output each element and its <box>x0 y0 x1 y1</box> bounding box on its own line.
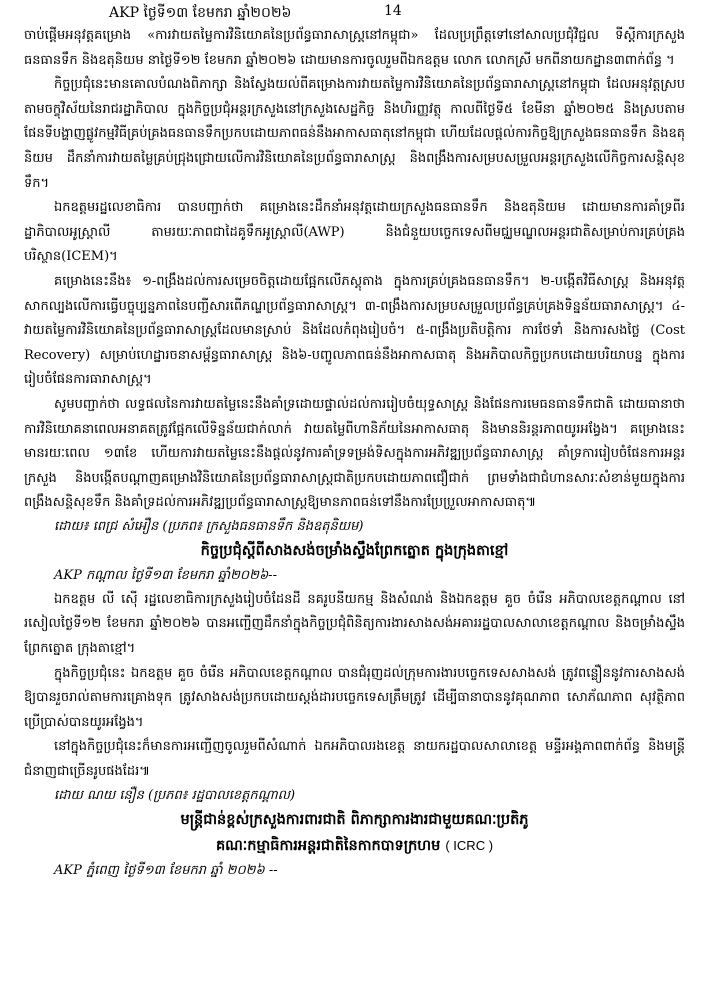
paragraph: សូមបញ្ជាក់ថា លទ្ធផលនៃការវាយតម្លៃនេះនឹងគាំទ្រដោយផ្ទាល់ដល់ការរៀបចំយុទ្ធសាស្ត្រ និងផែនការមេធនធានទឹកជាតិ ដោយធានាថា ការវិនិយោគនាពេលអនាគតត្រូវផ្អែកលើទិន្នន័យជាក់លាក់ វាយតម្លៃពីហានិភ័យនៃអាកាសធាតុ និងមាននិរន្តរភាពយូរអង្វែង។ គម្រោងនេះមានរយៈពេល ១៣ខែ ហើយការវាយតម្លៃនេះនឹងផ្ដល់នូវការគាំទ្រទម្រង់ទិសក្នុងការអភិវឌ្ឍប្រព័ន្ធធារាសាស្ត្រ គាំទ្រការរៀបចំផែនការអន្តរក្រសួង និងបង្កើតបណ្ដាញគម្រោងវិនិយោគនៃប្រព័ន្ធធារាសាស្ត្រជាតិប្រកបដោយភាពជឿជាក់ ព្រមទាំងជាជំហានសារៈសំខាន់មួយក្នុងការពង្រឹងសន្តិសុខទឹក និងគាំទ្រដល់ការអភិវឌ្ឍប្រព័ន្ធធារាសាស្ត្រឱ្យមានភាពធន់ទៅនឹងការប្រែប្រួលអាកាសធាតុ៕ <box>24 396 685 511</box>
headline-line-2 <box>24 833 685 859</box>
page-number: 14 <box>384 3 402 19</box>
article-icrc <box>24 807 685 883</box>
header-date: AKP ថ្ងៃទី១៣ ខែមករា ឆ្នាំ២០២៦ <box>109 5 292 21</box>
article-irrigation <box>24 24 685 538</box>
byline: ដោយ ណយ នឿន (ប្រភព៖ រដ្ឋបាលខេត្តកណ្ដាល) <box>54 787 296 803</box>
dateline: AKP កណ្ដាល ថ្ងៃទី១៣ ខែមករា ឆ្នាំ២០២៦-- <box>54 567 277 583</box>
paragraph: ចាប់ផ្ដើមអនុវត្តគម្រោង «ការវាយតម្លៃការវិនិយោគនៃប្រព័ន្ធធារាសាស្ត្រនៅកម្ពុជា» ដែលប្រព្រឹត្តទៅនៅសាលប្រជុំវិជ្ជល ទីស្ដីការក្រសួងធនធានទឹក និងឧតុនិយម នាថ្ងៃទី១២ ខែមករា ឆ្នាំ២០២៦ ដោយមានការចូលរួមពីឯកឧត្តម លោក លោកស្រី មកពីនាយកដ្ឋាន៣ពាក់ព័ន្ធ ។ <box>24 28 685 68</box>
page-header <box>24 0 685 24</box>
paragraph: នៅក្នុងកិច្ចប្រជុំនេះក៏មានការអញ្ជើញចូលរួមពីសំណាក់ ឯកអភិបាលរងខេត្ត នាយករដ្ឋបាលសាលាខេត្ត មន្ទីរអង្គភាពពាក់ព័ន្ធ និងមន្ត្រីជំនាញជាច្រើនរូបផងដែរ៕ <box>24 739 685 780</box>
paragraph: ក្នុងកិច្ចប្រជុំនេះ ឯកឧត្ដម គួច ចំរើន អភិបាលខេត្តកណ្ដាល បានជំរុញដល់ក្រុមការងារបច្ចេកទេសសាងសង់ ត្រូវពន្លឿននូវការសាងសង់ ឱ្យបានរួចរាល់តាមការគ្រោងទុក ត្រូវសាងសង់ប្រកបដោយស្តង់ដារបច្ចេកទេសត្រឹមត្រូវ ដើម្បីធានាបាននូវគុណភាព សោភ័ណភាព សុវត្ថិភាព ប្រើប្រាស់បានយូរអង្វែង។ <box>24 665 685 730</box>
paragraph: ឯកឧត្ដម លី ស៊ើ រដ្ឋលេខាធិការក្រសួងរៀបចំដែនដី នគរូបនីយកម្ម និងសំណង់ និងឯកឧត្ដម គួច ចំរើន អភិបាលខេត្តកណ្ដាល នៅរសៀលថ្ងៃទី១២ ខែមករា ឆ្នាំ២០២៦ បានអញ្ជើញដឹកនាំក្នុងកិច្ចប្រជុំពិនិត្យការងារសាងសង់អគាររដ្ឋបាលសាលាខេត្តកណ្ដាល និងចម្រាំងស្ទឹងព្រែកត្នោត ក្រុងតាខ្មៅ។ <box>24 591 685 657</box>
paragraph: គម្រោងនេះនឹង៖ ១-ពង្រឹងដល់ការសម្រេចចិត្តដោយផ្អែកលើភស្តុតាង ក្នុងការគ្រប់គ្រងធនធានទឹក។ ២-បង្កើតវិធីសាស្ត្រ និងអនុវត្តសាកល្បងលើការធ្វើបច្ចុប្បន្នភាពនៃបញ្ជីសារពើភណ្ឌប្រព័ន្ធធារាសាស្ត្រ។ ៣-ពង្រឹងការសម្របសម្រួលប្រព័ន្ធគ្រប់គ្រងទិន្នន័យធារាសាស្ត្រ។ ៤-វាយតម្លៃការវិនិយោគនៃប្រព័ន្ធធារាសាស្ត្រដែលមានស្រាប់ និងដែលកំពុងរៀបចំ។ ៥-ពង្រឹងប្រតិបត្តិការ ការថែទាំ និងការសងថ្លៃ (Cost Recovery) សម្រាប់ហេដ្ឋារចនាសម្ព័ន្ធធារាសាស្ត្រ និង៦-បញ្ចូលភាពធន់នឹងអាកាសធាតុ និងអភិបាលកិច្ចប្រកបដោយបរិយាបន្ន ក្នុងការរៀបចំផែនការធារាសាស្ត្រ។ <box>24 273 685 388</box>
article-embankment <box>24 538 685 807</box>
paragraph: ឯកឧត្ដមរដ្ឋលេខាធិការ បានបញ្ជាក់ថា គម្រោងនេះដឹកនាំអនុវត្តដោយក្រសួងធនធានទឹក និងឧតុនិយម ដោយមានការគាំទ្រពីរដ្ឋាភិបាលអូស្ត្រាលី តាមរយៈភាពជាដៃគូទឹកអូស្ត្រាលី(AWP) និងជំនួយបច្ចេកទេសពីមជ្ឈមណ្ឌលអន្តរជាតិសម្រាប់ការគ្រប់គ្រងបរិស្ថាន(ICEM)។ <box>24 200 685 265</box>
byline: ដោយ៖ ពេជ្រ សំអឿន (ប្រភព៖ ក្រសួងធនធានទឹក និងឧតុនិយម) <box>54 518 364 534</box>
headline-line-1: មន្ត្រីជាន់ខ្ពស់ក្រសួងការពារជាតិ ពិភាក្សាការងារជាមួយគណៈប្រតិភូ <box>180 810 529 828</box>
headline-text: គណៈកម្មាធិការអន្តរជាតិនៃកាកបាទក្រហម <box>215 836 441 854</box>
headline: កិច្ចប្រជុំស្ដីពីសាងសង់ចម្រាំងស្ទឹងព្រែកត្នោត ក្នុងក្រុងតាខ្មៅ <box>200 541 509 559</box>
dateline: AKP ភ្នំពេញ ថ្ងៃទី១៣ ខែមករា ឆ្នាំ ២០២៦ -- <box>54 862 278 878</box>
paragraph: កិច្ចប្រជុំនេះមានគោលបំណងពិភាក្សា និងស្វែងយល់ពីគម្រោងការវាយតម្លៃការវិនិយោគនៃប្រព័ន្ធធារាសាស្ត្រនៅកម្ពុជា ដែលអនុវត្តស្របតាមចក្ខុវិស័យនៃរាជរដ្ឋាភិបាល ក្នុងកិច្ចប្រជុំអន្តរក្រសួងនៅក្រសួងសេដ្ឋកិច្ច និងហិរញ្ញវត្ថុ កាលពីថ្ងៃទី៥ ខែមីនា ឆ្នាំ២០២៥ និងស្របតាមផែនទីបង្ហាញផ្លូវកម្មវិធីគ្រប់គ្រងធនធានទឹកប្រកបដោយភាពធន់នឹងអាកាសធាតុនៅកម្ពុជា ហើយដែលផ្ដល់ការកិច្ចឱ្យក្រសួងធនធានទឹក និងឧតុនិយម ដឹកនាំការវាយតម្លៃគ្រប់ជ្រុងជ្រោយលើការវិនិយោគនៃប្រព័ន្ធធារាសាស្ត្រ និងពង្រឹងការសម្របសម្រួលអន្តរក្រសួងលើកិច្ចការសន្តិសុខទឹក។ <box>24 77 685 191</box>
headline-abbreviation: ( ICRC ) <box>445 837 494 853</box>
